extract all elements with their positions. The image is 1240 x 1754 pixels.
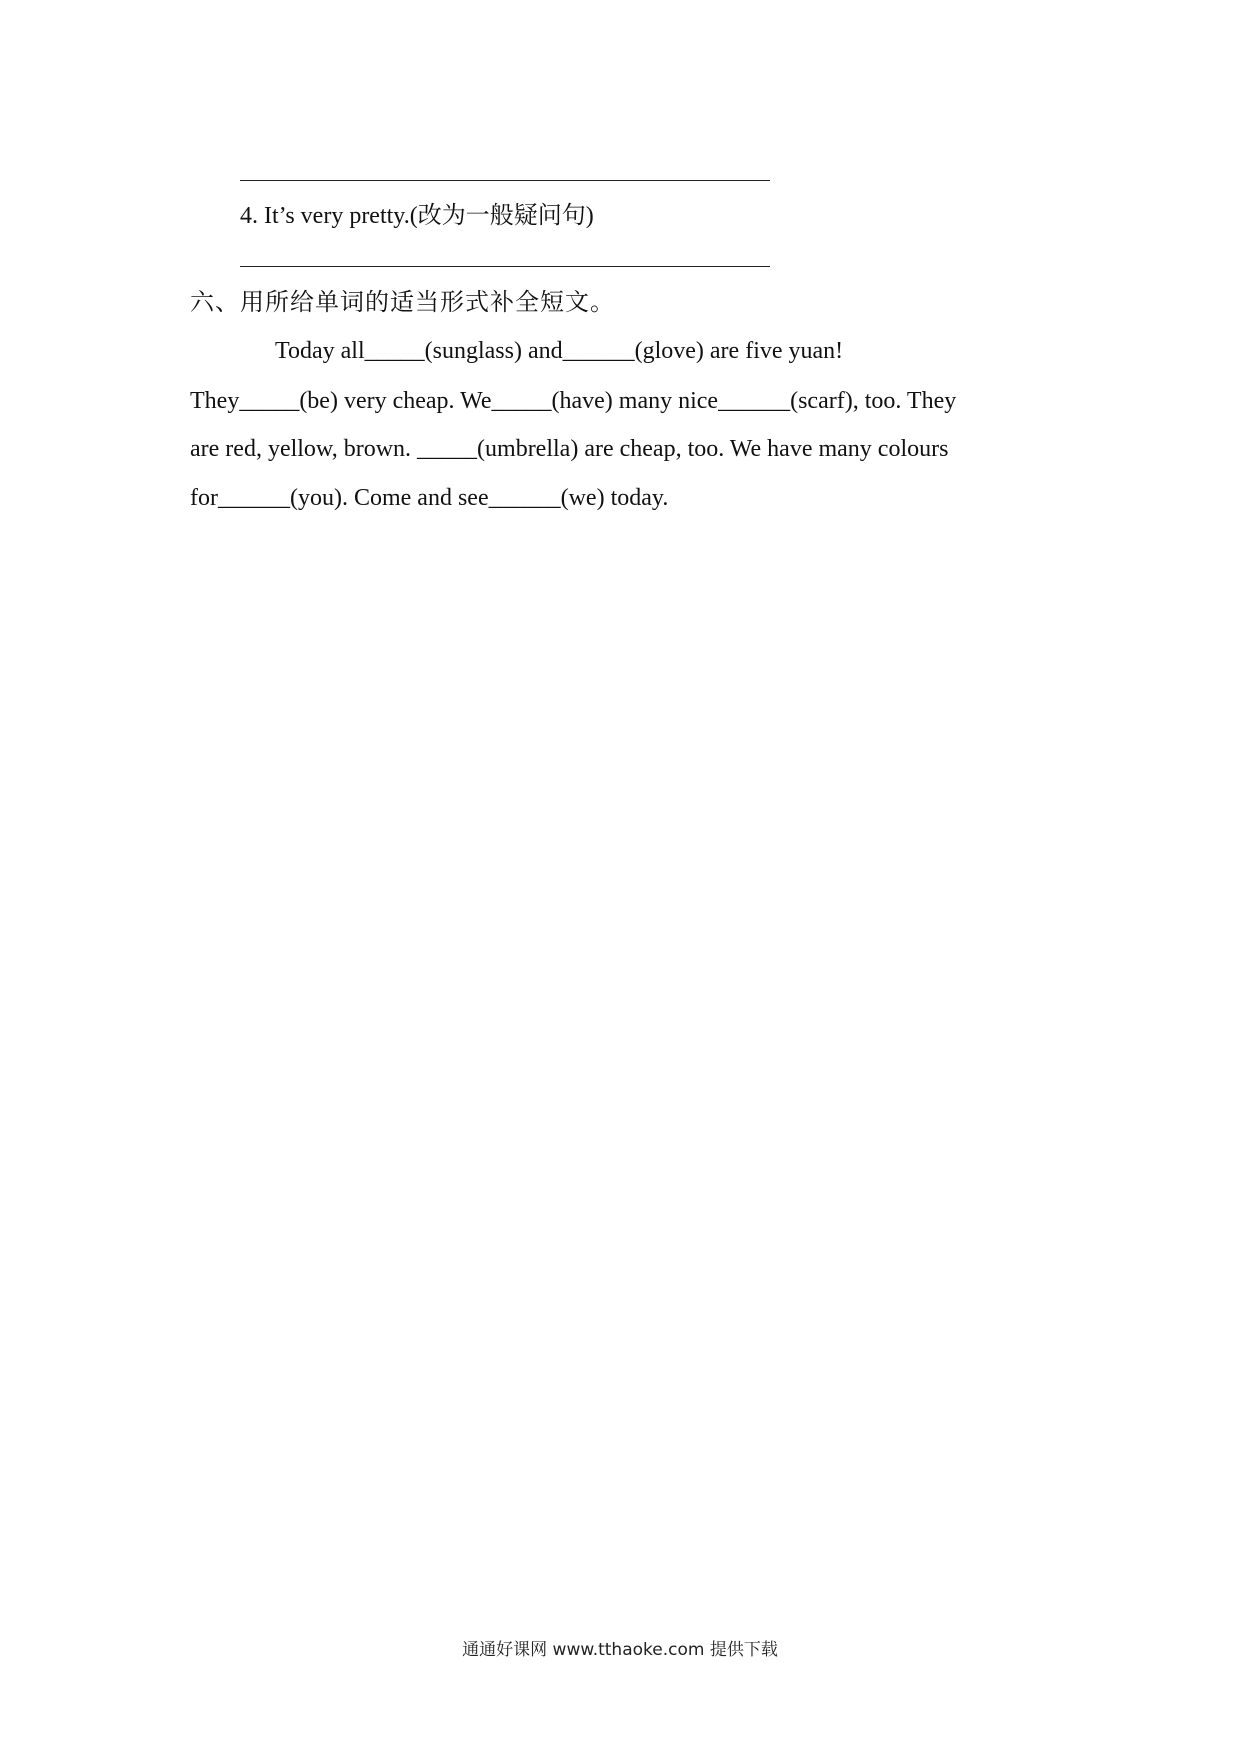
question-4: 4. It’s very pretty.(改为一般疑问句) <box>240 203 594 229</box>
answer-line <box>240 266 770 267</box>
page-footer: 通通好课网 www.tthaoke.com 提供下载 <box>462 1640 778 1660</box>
answer-line <box>240 180 770 181</box>
passage-line: for______(you). Come and see______(we) today. <box>190 485 669 511</box>
passage-line: Today all_____(sunglass) and______(glove) are five yuan! <box>275 338 844 364</box>
section-six-title: 六、用所给单词的适当形式补全短文。 <box>190 288 615 316</box>
passage-line: They_____(be) very cheap. We_____(have) many nice______(scarf), too. They <box>190 388 957 414</box>
passage-line: are red, yellow, brown. _____(umbrella) are cheap, too. We have many colours <box>190 436 949 462</box>
